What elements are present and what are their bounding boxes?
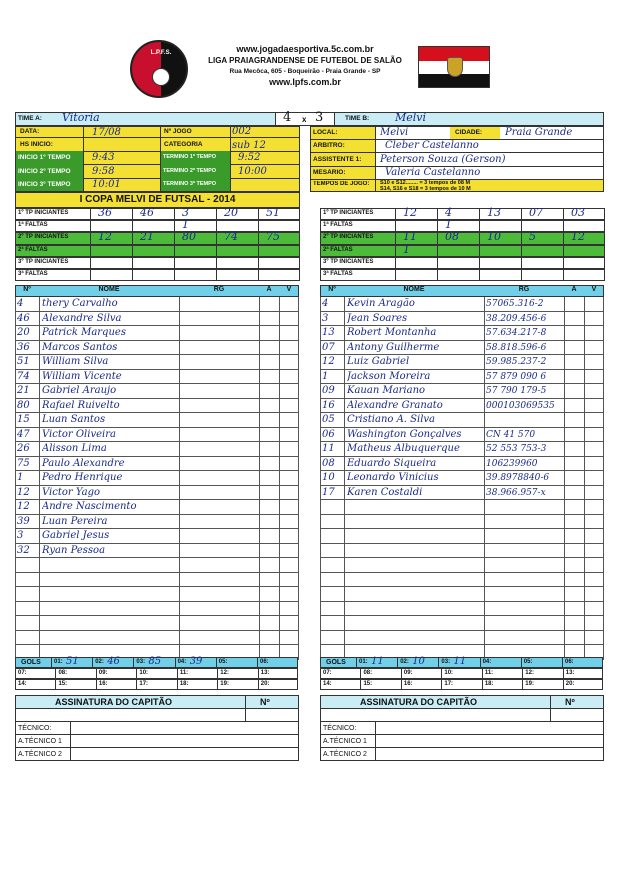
starter-number: 1 xyxy=(403,242,410,256)
signature-line[interactable] xyxy=(15,709,299,722)
player-number: 08 xyxy=(322,457,335,469)
goal-slot-label: 12: xyxy=(220,670,229,676)
period-label: 2ª FALTAS xyxy=(18,246,48,253)
assistant-label: ASSISTENTE 1: xyxy=(313,156,362,163)
date-value: 17/08 xyxy=(92,127,121,138)
score-separator: x xyxy=(302,115,307,124)
player-number: 07 xyxy=(322,341,335,353)
goal-slot-label: 04: xyxy=(177,659,187,665)
coach-field-label: TÉCNICO: xyxy=(323,725,357,732)
player-rg: 52 553 753-3 xyxy=(486,444,547,454)
goal-slot-label: 06: xyxy=(565,659,574,665)
player-rg: 57.634.217-8 xyxy=(486,328,547,338)
starter-number: 11 xyxy=(403,230,417,244)
start-1st-label: INICIO 1º TEMPO xyxy=(18,154,71,161)
player-rg: 58.818.596-6 xyxy=(486,342,547,353)
player-number: 09 xyxy=(322,385,335,396)
goal-slot-label: 03: xyxy=(441,659,451,665)
player-name: Gabriel Araujo xyxy=(42,385,117,396)
goal-slot-label: 11: xyxy=(179,670,189,676)
team-b-name: Melvi xyxy=(395,111,427,124)
starter-number: 20 xyxy=(224,206,238,219)
roster-column-header: A xyxy=(571,286,577,293)
start-3rd-value: 10:01 xyxy=(92,179,121,190)
starter-number: 10 xyxy=(487,230,501,244)
starter-number: 80 xyxy=(182,230,196,244)
goal-slot-label: 03: xyxy=(136,659,146,665)
category-label: CATEGORIA xyxy=(164,141,203,148)
end-2nd-value: 10:00 xyxy=(238,166,267,177)
player-name: Patrick Marques xyxy=(42,327,126,338)
period-label: 3ª FALTAS xyxy=(323,271,353,277)
periods-rule-1: S10 e S12........ = 3 tempos de 08 M xyxy=(380,180,471,186)
starter-number: 12 xyxy=(571,230,585,244)
player-rg: 57065.316-2 xyxy=(486,299,544,309)
goal-slot-label: 19: xyxy=(525,681,534,687)
score-team-a: 4 xyxy=(283,110,292,125)
player-number: 12 xyxy=(322,356,335,367)
coach-field-label: TÉCNICO: xyxy=(18,725,52,732)
period-label: 1º TP INICIANTES xyxy=(18,210,69,216)
goal-slot-label: 16: xyxy=(403,681,413,687)
city-value: Praia Grande xyxy=(505,127,573,138)
player-name: Robert Montanha xyxy=(347,327,437,338)
period-label: 2ª FALTAS xyxy=(323,246,353,253)
player-number: 05 xyxy=(322,414,335,425)
goal-slot-label: 20: xyxy=(260,681,270,687)
tournament-title: I COPA MELVI DE FUTSAL - 2014 xyxy=(15,192,300,208)
goals-label: GOLS xyxy=(21,659,41,666)
goal-slot-label: 11: xyxy=(484,670,494,676)
league-logo: L.P.F.S. xyxy=(130,40,188,98)
period-label: 3ª FALTAS xyxy=(18,271,48,277)
goal-slot-label: 04: xyxy=(482,659,492,665)
roster-row xyxy=(320,573,604,588)
player-number: 21 xyxy=(17,385,30,396)
start-time-label: HS INICIO: xyxy=(20,141,53,148)
category-value: sub 12 xyxy=(232,140,266,151)
site-link-1[interactable]: www.jogadaesportiva.5c.com.br xyxy=(236,44,374,54)
player-name: Cristiano A. Silva xyxy=(347,414,436,425)
starter-number: 5 xyxy=(529,230,536,244)
starter-number: 03 xyxy=(571,206,585,219)
coach-field[interactable] xyxy=(15,722,299,735)
period-label: 1ª FALTAS xyxy=(18,222,48,229)
goal-slot-label: 06: xyxy=(260,659,269,665)
goal-scorer: 11 xyxy=(371,656,384,667)
roster-row xyxy=(320,544,604,559)
referee-value: Cleber Castelanno xyxy=(385,140,479,151)
roster-column-header: RG xyxy=(213,286,225,293)
goal-slot-label: 18: xyxy=(179,681,189,687)
period-label: 3º TP INICIANTES xyxy=(323,258,374,265)
roster-column-header: RG xyxy=(518,286,530,293)
venue-value: Melvi xyxy=(380,127,409,138)
signature-title: ASSINATURA DO CAPITÃO xyxy=(360,697,477,707)
assistant-coach-1-field-label: A.TÉCNICO 1 xyxy=(323,738,367,745)
assistant-coach-2-field-label: A.TÉCNICO 2 xyxy=(323,751,367,758)
goal-slot-label: 08: xyxy=(58,670,68,676)
player-name: Jackson Moreira xyxy=(347,370,431,382)
player-number: 10 xyxy=(322,472,335,483)
goal-slot-label: 15: xyxy=(363,681,373,687)
game-number-value: 002 xyxy=(232,126,252,137)
player-rg: 38.966.957-x xyxy=(486,487,546,498)
goal-slot-label: 17: xyxy=(139,681,149,687)
player-rg: 57 790 179-5 xyxy=(486,386,547,396)
roster-row xyxy=(15,616,299,631)
roster-row xyxy=(320,500,604,515)
goal-slot-label: 17: xyxy=(444,681,454,687)
goal-slot-label: 16: xyxy=(98,681,108,687)
player-number: 3 xyxy=(17,530,24,541)
player-number: 1 xyxy=(322,370,329,382)
starter-number: 3 xyxy=(182,206,189,219)
goal-scorer: 85 xyxy=(148,656,162,667)
team-a-name: Vitoria xyxy=(62,111,100,124)
roster-column-header: NOME xyxy=(98,286,120,293)
score-team-b: 3 xyxy=(315,110,324,125)
starter-number: 08 xyxy=(445,230,459,244)
player-number: 12 xyxy=(17,486,30,498)
player-name: Luan Pereira xyxy=(42,515,108,527)
coach-field[interactable] xyxy=(320,722,604,735)
city-flag-icon xyxy=(418,46,490,88)
goal-slot-label: 19: xyxy=(220,681,229,687)
site-link-2[interactable]: www.lpfs.com.br xyxy=(269,77,341,87)
goal-slot-label: 15: xyxy=(58,681,68,687)
goal-scorer: 46 xyxy=(107,656,120,667)
goal-slot-label: 08: xyxy=(363,670,373,676)
player-name: Kauan Mariano xyxy=(347,385,426,396)
starter-number: 13 xyxy=(487,206,501,219)
end-2nd-label: TERMINO 2º TEMPO xyxy=(163,168,217,174)
goal-slot-label: 10: xyxy=(139,670,149,676)
signature-line[interactable] xyxy=(320,709,604,722)
player-name: Alexandre Silva xyxy=(42,312,122,324)
roster-column-header: A xyxy=(266,286,272,293)
goal-slot-label: 12: xyxy=(525,670,534,676)
roster-row xyxy=(320,587,604,602)
player-number: 36 xyxy=(17,341,30,353)
league-name: LIGA PRAIAGRANDENSE DE FUTEBOL DE SALÃO xyxy=(208,56,402,65)
starter-number: 36 xyxy=(98,206,112,219)
player-number: 51 xyxy=(17,356,30,367)
roster-row xyxy=(320,616,604,631)
goal-slot-label: 05: xyxy=(218,659,228,665)
player-name: Antony Guilherme xyxy=(347,341,440,353)
player-rg: 106239960 xyxy=(486,458,538,469)
player-number: 46 xyxy=(17,312,30,324)
city-label: CIDADE: xyxy=(455,129,483,136)
player-name: Marcos Santos xyxy=(42,341,118,353)
goal-slot-label: 02: xyxy=(95,659,104,665)
starter-number: 1 xyxy=(445,218,452,232)
player-number: 74 xyxy=(17,370,30,382)
goal-slot-label: 05: xyxy=(523,659,533,665)
player-name: Andre Nascimento xyxy=(42,501,137,512)
date-label: DATA: xyxy=(20,128,40,135)
goal-scorer: 11 xyxy=(453,656,467,667)
roster-column-header: Nº xyxy=(328,286,336,293)
start-1st-value: 9:43 xyxy=(92,152,115,163)
period-label: 3º TP INICIANTES xyxy=(18,258,69,265)
player-number: 15 xyxy=(17,414,30,425)
player-rg: 000103069535 xyxy=(486,400,555,411)
player-number: 4 xyxy=(322,298,329,309)
player-number: 13 xyxy=(322,327,335,338)
roster-row xyxy=(320,602,604,617)
player-rg: 38.209.456-6 xyxy=(486,313,547,324)
player-name: Luan Santos xyxy=(42,414,106,425)
roster-row xyxy=(320,515,604,530)
player-name: Gabriel Jesus xyxy=(42,530,110,541)
signature-number-label: Nº xyxy=(565,697,575,707)
goal-slot-label: 14: xyxy=(323,681,332,687)
assistant-coach-2-field-label: A.TÉCNICO 2 xyxy=(18,751,62,758)
player-name: Victor Yago xyxy=(42,486,101,498)
assistant-value: Peterson Souza (Gerson) xyxy=(380,154,506,165)
player-rg: 59.985.237-2 xyxy=(486,357,547,367)
roster-row xyxy=(15,587,299,602)
goal-slot-label: 07: xyxy=(18,670,27,676)
player-number: 17 xyxy=(322,486,335,498)
period-label: 1º TP INICIANTES xyxy=(323,210,374,216)
game-number-label: Nº JOGO xyxy=(164,128,192,135)
player-number: 12 xyxy=(17,501,30,512)
player-name: Eduardo Siqueira xyxy=(347,457,437,469)
league-address: Rua Mecôca, 605 - Boqueirão - Praia Grande - SP xyxy=(229,68,381,75)
periods-label: TEMPOS DE JOGO: xyxy=(313,181,370,187)
start-2nd-value: 9:58 xyxy=(92,166,115,177)
table-official-label: MESÁRIO: xyxy=(313,169,346,176)
starter-number: 4 xyxy=(445,206,452,219)
player-rg: CN 41 570 xyxy=(486,429,536,440)
document-header xyxy=(0,0,637,110)
end-1st-label: TERMINO 1º TEMPO xyxy=(163,154,217,160)
goal-slot-label: 20: xyxy=(565,681,575,687)
roster-row xyxy=(15,631,299,646)
team-a-label: TIME A: xyxy=(18,115,42,122)
periods-rule-2: S14, S16 e S18 = 3 tempos de 10 M xyxy=(380,186,471,192)
table-official-value: Valeria Castelanno xyxy=(385,167,481,178)
goal-slot-label: 18: xyxy=(484,681,494,687)
player-name: Matheus Albuquerque xyxy=(347,443,460,454)
player-name: thery Carvalho xyxy=(42,298,118,309)
roster-row xyxy=(15,573,299,588)
goal-slot-label: 09: xyxy=(403,670,413,676)
goal-scorer: 39 xyxy=(189,656,203,667)
goal-slot-label: 13: xyxy=(565,670,575,676)
player-number: 11 xyxy=(322,443,335,454)
player-name: Washington Gonçalves xyxy=(347,428,462,440)
header-text xyxy=(195,44,415,88)
goal-slot-label: 02: xyxy=(400,659,409,665)
roster-column-header: V xyxy=(286,286,292,293)
player-name: Luiz Gabriel xyxy=(347,356,410,367)
player-name: William Silva xyxy=(42,356,109,367)
starter-number: 07 xyxy=(529,206,543,219)
goal-scorer: 51 xyxy=(66,656,79,667)
player-number: 20 xyxy=(17,327,30,338)
player-name: Ryan Pessoa xyxy=(42,544,106,556)
goal-slot-label: 14: xyxy=(18,681,27,687)
venue-label: LOCAL: xyxy=(313,129,338,136)
roster-column-header: V xyxy=(591,286,597,293)
player-name: Rafael Ruivelto xyxy=(42,399,120,411)
player-number: 80 xyxy=(17,399,30,411)
player-number: 06 xyxy=(322,428,335,440)
player-number: 32 xyxy=(17,544,30,556)
goal-scorer: 10 xyxy=(412,656,425,667)
starter-number: 1 xyxy=(182,218,189,232)
player-number: 1 xyxy=(17,472,24,483)
team-b-label: TIME B: xyxy=(345,115,370,122)
period-label: 1ª FALTAS xyxy=(323,222,353,229)
player-rg: 57 879 090 6 xyxy=(486,371,547,382)
starter-number: 21 xyxy=(140,230,154,244)
player-rg: 39.8978840-6 xyxy=(486,473,550,483)
roster-column-header: Nº xyxy=(23,286,31,293)
player-name: Alexandre Granato xyxy=(347,399,443,411)
goals-label: GOLS xyxy=(326,659,346,666)
roster-row xyxy=(15,602,299,617)
goal-slot-label: 01: xyxy=(54,659,63,665)
starter-number: 12 xyxy=(98,230,112,244)
period-label: 2º TP INICIANTES xyxy=(323,234,374,241)
player-name: Victor Oliveira xyxy=(42,428,116,440)
player-number: 4 xyxy=(17,298,24,309)
assistant-coach-1-field-label: A.TÉCNICO 1 xyxy=(18,738,62,745)
goal-slot-label: 13: xyxy=(260,670,270,676)
player-name: Paulo Alexandre xyxy=(42,457,125,469)
roster-column-header: NOME xyxy=(403,286,425,293)
player-name: William Vicente xyxy=(42,370,122,382)
goal-slot-label: 07: xyxy=(323,670,332,676)
player-name: Kevin Aragão xyxy=(347,298,415,309)
starter-number: 51 xyxy=(266,206,280,219)
signature-number-label: Nº xyxy=(260,697,270,707)
starter-number: 75 xyxy=(266,230,280,244)
end-1st-value: 9:52 xyxy=(238,152,261,163)
player-number: 39 xyxy=(17,515,30,527)
starter-number: 12 xyxy=(403,206,417,219)
roster-row xyxy=(320,558,604,573)
goal-slot-label: 01: xyxy=(359,659,368,665)
goal-slot-label: 10: xyxy=(444,670,454,676)
start-2nd-label: INICIO 2º TEMPO xyxy=(18,168,71,175)
period-label: 2º TP INICIANTES xyxy=(18,234,69,241)
player-name: Alisson Lima xyxy=(42,443,107,454)
player-number: 3 xyxy=(322,312,329,324)
player-number: 16 xyxy=(322,399,335,411)
roster-row xyxy=(15,558,299,573)
referee-label: ÁRBITRO: xyxy=(313,142,345,149)
roster-row xyxy=(320,631,604,646)
start-3rd-label: INICIO 3º TEMPO xyxy=(18,181,71,188)
end-3rd-label: TERMINO 3º TEMPO xyxy=(163,181,217,187)
signature-title: ASSINATURA DO CAPITÃO xyxy=(55,697,172,707)
player-name: Jean Soares xyxy=(347,312,408,324)
player-number: 75 xyxy=(17,457,30,469)
starter-number: 74 xyxy=(224,230,238,244)
player-name: Leonardo Vinicius xyxy=(347,472,439,483)
goal-slot-label: 09: xyxy=(98,670,108,676)
player-name: Pedro Henrique xyxy=(42,472,123,483)
player-name: Karen Costaldi xyxy=(347,486,423,498)
roster-row xyxy=(320,529,604,544)
player-number: 26 xyxy=(17,443,30,454)
player-number: 47 xyxy=(17,428,30,440)
starter-number: 46 xyxy=(140,206,154,219)
